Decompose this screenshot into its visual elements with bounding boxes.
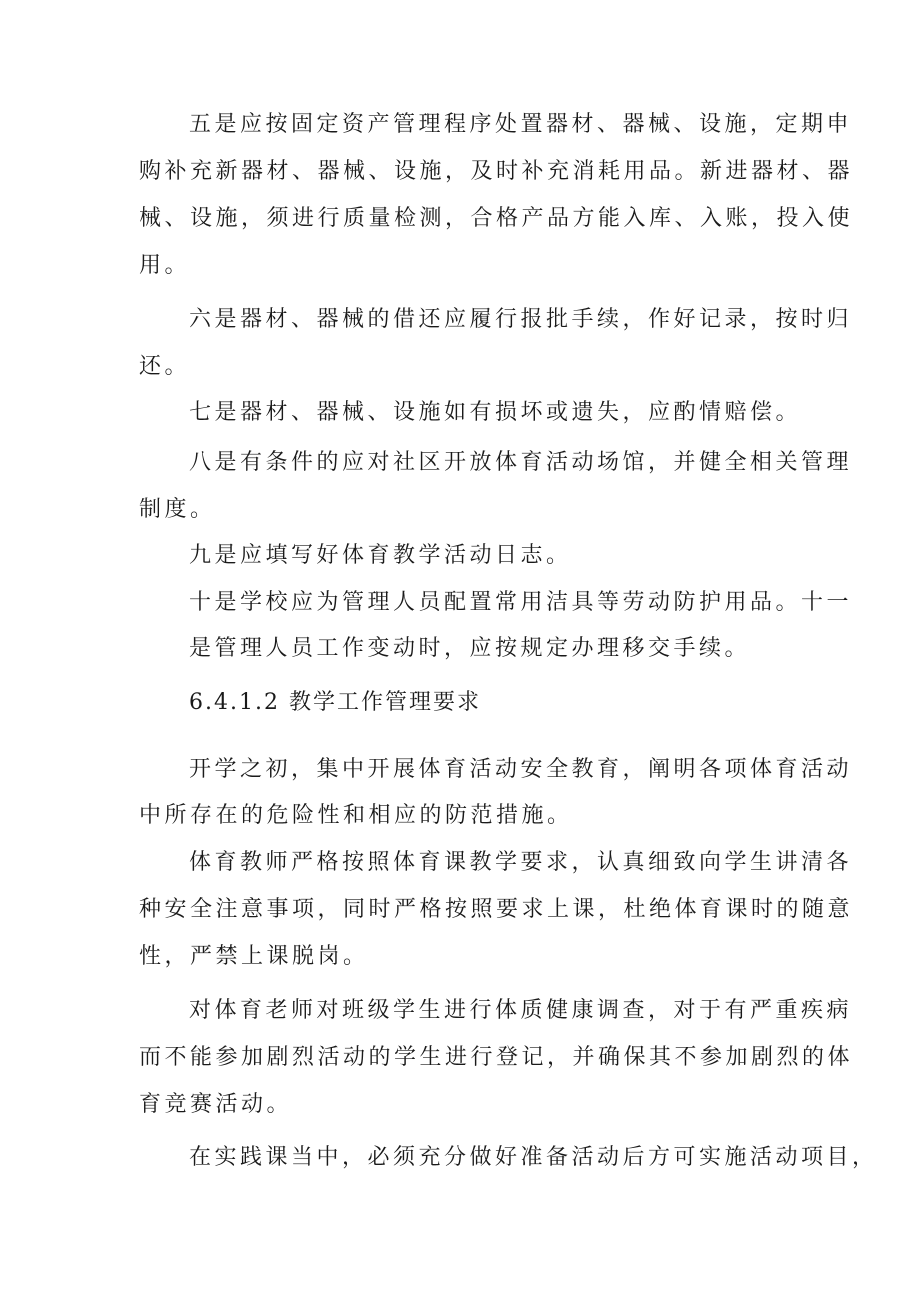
paragraph-line: 用。 [139,253,191,278]
paragraph-line: 中所存在的危险性和相应的防范措施。 [139,803,573,828]
paragraph-line: 十是学校应为管理人员配置常用洁具等劳动防护用品。十一 [189,590,853,615]
paragraph-line: 对体育老师对班级学生进行体质健康调查，对于有严重疾病 [189,998,853,1023]
paragraph-line: 性，严禁上课脱岗。 [139,944,369,969]
paragraph-line: 在实践课当中，必须充分做好准备活动后方可实施活动项目， [189,1145,878,1170]
paragraph-line: 五是应按固定资产管理程序处置器材、器械、设施，定期申 [189,112,853,137]
paragraph-line: 是管理人员工作变动时，应按规定办理移交手续。 [189,636,751,661]
paragraph-line: 械、设施，须进行质量检测，合格产品方能入库、入账，投入使 [139,206,854,231]
paragraph-line: 而不能参加剧烈活动的学生进行登记，并确保其不参加剧烈的体 [139,1045,854,1070]
section-heading: 6.4.1.2 教学工作管理要求 [189,690,481,715]
paragraph-line: 六是器材、器械的借还应履行报批手续，作好记录，按时归 [189,307,853,332]
paragraph-line: 开学之初，集中开展体育活动安全教育，阐明各项体育活动 [189,757,853,782]
paragraph-line: 制度。 [139,497,216,522]
paragraph-line: 九是应填写好体育教学活动日志。 [189,543,572,568]
paragraph-line: 八是有条件的应对社区开放体育活动场馆，并健全相关管理 [189,450,853,475]
paragraph-line: 育竞赛活动。 [139,1092,293,1117]
paragraph-line: 购补充新器材、器械、设施，及时补充消耗用品。新进器材、器 [139,159,854,184]
paragraph-line: 体育教师严格按照体育课教学要求，认真细致向学生讲清各 [189,850,853,875]
paragraph-line: 种安全注意事项，同时严格按照要求上课，杜绝体育课时的随意 [139,897,854,922]
paragraph-line: 还。 [139,354,191,379]
paragraph-line: 七是器材、器械、设施如有损坏或遗失，应酌情赔偿。 [189,400,802,425]
